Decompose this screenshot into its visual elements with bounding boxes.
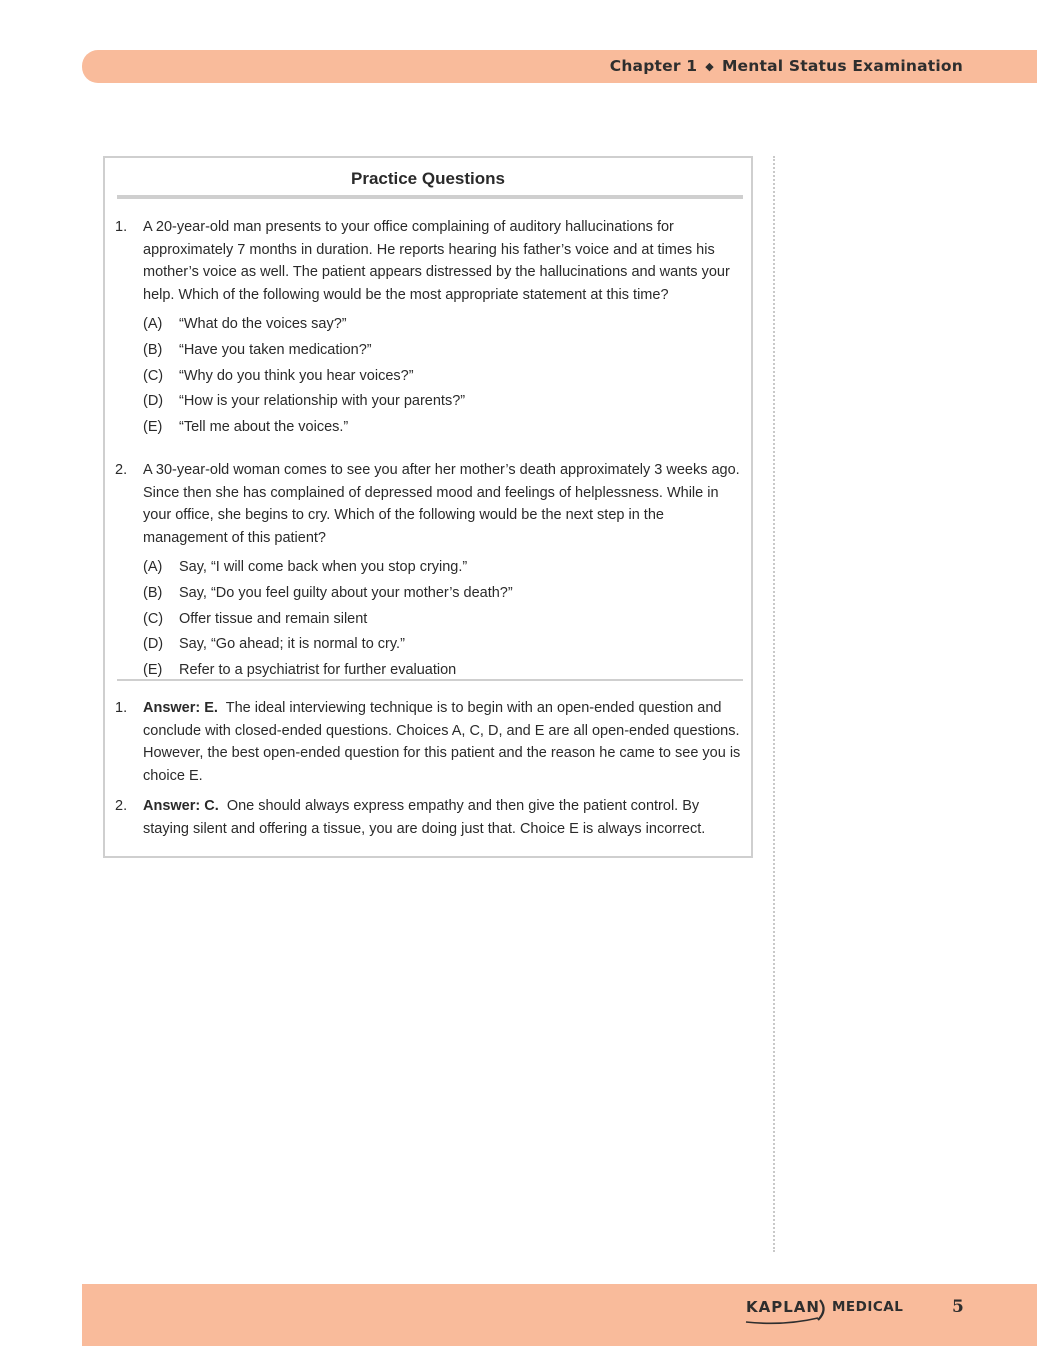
answer-number: 2. [115, 798, 128, 814]
answer-label: Answer: E. [143, 700, 218, 716]
option-item [115, 581, 745, 607]
option-text: “What do the voices say?” [179, 316, 347, 332]
option-item [115, 632, 745, 658]
answer-explanation [143, 697, 745, 787]
logo-division: MEDICAL [832, 1299, 904, 1315]
option-letter: (B) [143, 341, 163, 358]
option-list [115, 312, 745, 441]
option-item [115, 607, 745, 633]
question-stem: A 20-year-old man presents to your office complaining of auditory hallucinations for approximately 7 months in duration. He reports hearing his father’s voice and at times his mother’s voice as well. The patient appears distressed by the hallucinations and wants your help. Which of the following would be the most appropriate statement at this time? [143, 219, 730, 303]
option-item [115, 338, 745, 364]
option-item [115, 364, 745, 390]
option-letter: (C) [143, 610, 164, 627]
question-2 [115, 459, 745, 684]
option-text: Offer tissue and remain silent [179, 610, 368, 627]
diamond-bullet-icon: ◆ [705, 60, 714, 73]
option-letter: (D) [143, 636, 164, 653]
section-title: Mental Status Examination [721, 57, 963, 75]
question-1 [115, 216, 745, 441]
running-header [610, 57, 963, 75]
option-letter: (E) [143, 662, 163, 679]
option-letter: (C) [143, 367, 164, 384]
option-text: Say, “I will come back when you stop crying.” [179, 559, 468, 575]
box-title: Practice Questions [350, 169, 505, 188]
practice-questions-box [103, 156, 753, 858]
footer-band [82, 1284, 1037, 1346]
option-letter: (E) [143, 419, 163, 436]
option-text: Say, “Go ahead; it is normal to cry.” [179, 636, 405, 653]
option-letter: (D) [143, 393, 164, 410]
option-item [115, 415, 745, 441]
option-text: “Tell me about the voices.” [179, 419, 349, 436]
answers-divider [117, 679, 743, 681]
logo-brand: KAPLAN [746, 1298, 820, 1316]
option-text: “Why do you think you hear voices?” [179, 367, 414, 384]
answer-number: 1. [115, 700, 128, 716]
question-number: 2. [115, 462, 128, 478]
chapter-header-band [82, 50, 1037, 83]
answer-text: The ideal interviewing technique is to begin with an open-ended question and conclude with closed-ended questions. Choices A, C, D, and E are all open-ended questions. However, the best open-ended question for this patient and the reason he came to see you is choice E. [143, 700, 741, 784]
question-number: 1. [115, 219, 128, 235]
answer-explanation [143, 795, 745, 840]
option-text: Refer to a psychiatrist for further evaluation [179, 662, 457, 679]
chapter-label: Chapter 1 [609, 57, 698, 75]
option-item [115, 555, 745, 581]
answer-text: One should always express empathy and then give the patient control. By staying silent and offering a tissue, you are doing just that. Choice E is always incorrect. [143, 798, 706, 837]
option-letter: (A) [143, 559, 163, 575]
option-text: “How is your relationship with your parents?” [179, 393, 466, 410]
page-number: 5 [952, 1297, 964, 1317]
option-text: “Have you taken medication?” [179, 341, 372, 358]
option-letter: (A) [143, 316, 163, 332]
title-divider [117, 195, 743, 199]
option-text: Say, “Do you feel guilty about your mother’s death?” [179, 584, 513, 601]
option-letter: (B) [143, 584, 163, 601]
option-item [115, 389, 745, 415]
answer-2 [115, 795, 745, 840]
option-list [115, 555, 745, 684]
answer-label: Answer: C. [143, 798, 219, 814]
answer-1 [115, 697, 745, 787]
option-item [115, 312, 745, 338]
margin-dotted-rule [773, 156, 775, 1252]
question-stem: A 30-year-old woman comes to see you after her mother’s death approximately 3 weeks ago. Since then she has complained of depressed mood and feelings of helplessness. While in your office, she begins to cry. Which of the following would be the next step in the management of this patient? [143, 462, 740, 546]
